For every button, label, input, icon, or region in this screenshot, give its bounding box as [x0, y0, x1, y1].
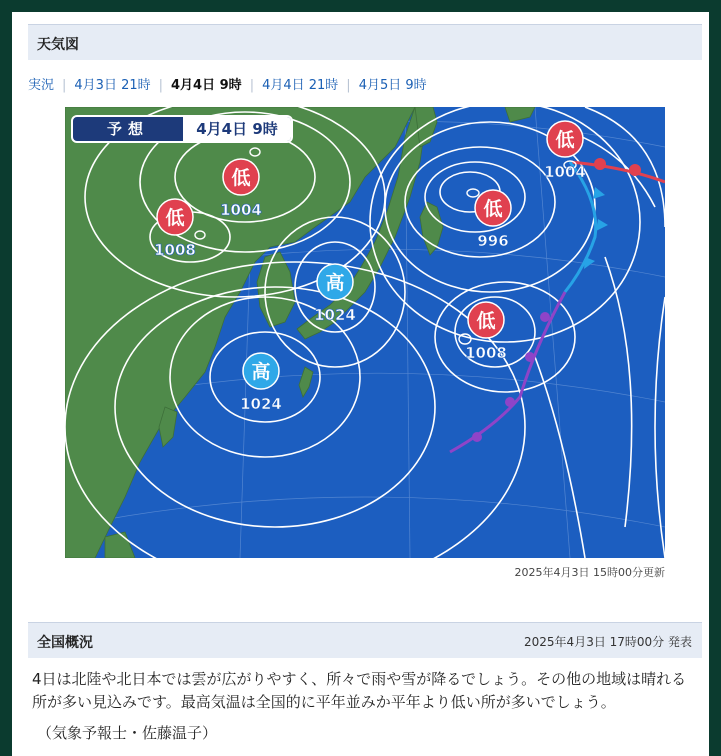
high-pressure-system	[240, 353, 282, 413]
map-updated-time: 2025年4月3日 15時00分更新	[514, 566, 665, 579]
pressure-value: 1008	[465, 344, 507, 362]
high-pressure-symbol: 高	[251, 361, 271, 383]
low-pressure-symbol: 低	[165, 207, 185, 229]
land	[65, 107, 535, 558]
forecast-time-tabs	[28, 74, 427, 96]
low-pressure-system	[465, 302, 507, 362]
tab-0405-09[interactable]: 4月5日 9時	[358, 78, 427, 93]
forecast-label: 予想	[106, 120, 149, 138]
weather-map-title: 天気図	[37, 37, 79, 53]
cold-front	[565, 162, 596, 292]
low-pressure-symbol: 低	[476, 310, 496, 332]
low-pressure-system	[475, 190, 511, 250]
pressure-value: 1004	[220, 201, 262, 219]
overview-author: （気象予報士・佐藤温子）	[37, 724, 218, 742]
forecast-date: 4月4日 9時	[183, 117, 291, 141]
pressure-value: 1024	[240, 395, 282, 413]
tab-separator: |	[62, 78, 67, 93]
forecast-badge	[71, 115, 293, 143]
low-pressure-symbol: 低	[555, 129, 575, 151]
overview-header	[28, 622, 702, 658]
weather-map	[65, 107, 665, 558]
low-pressure-symbol: 低	[231, 167, 251, 189]
tab-0404-21[interactable]: 4月4日 21時	[262, 78, 339, 93]
tab-0404-09[interactable]: 4月4日 9時	[171, 78, 242, 93]
tab-0403-21[interactable]: 4月3日 21時	[74, 78, 151, 93]
overview-issued-time: 2025年4月3日 17時00分 発表	[524, 635, 692, 649]
tab-separator: |	[249, 78, 255, 93]
overview-title: 全国概況	[37, 635, 93, 651]
tab-current[interactable]: 実況	[28, 78, 55, 93]
overview-text: 4日は北陸や北日本では雲が広がりやすく、所々で雨や雪が降るでしょう。その他の地域は晴れる所が多い見込みです。最高気温は全国的に平年並みか平年より低い所が多いでしょう。	[32, 670, 687, 711]
pressure-value: 996	[477, 232, 509, 250]
low-pressure-symbol: 低	[483, 198, 503, 220]
pressure-value: 1008	[154, 241, 196, 259]
weather-map-canvas	[65, 107, 665, 558]
pressure-value: 1024	[314, 306, 356, 324]
tab-separator: |	[158, 78, 164, 93]
weather-map-header	[28, 24, 702, 60]
pressure-value: 1004	[544, 163, 586, 181]
warm-front-symbols	[594, 158, 641, 176]
high-pressure-symbol: 高	[325, 272, 345, 294]
low-pressure-system	[544, 121, 586, 181]
tab-separator: |	[346, 78, 351, 93]
weather-panel	[12, 12, 709, 756]
